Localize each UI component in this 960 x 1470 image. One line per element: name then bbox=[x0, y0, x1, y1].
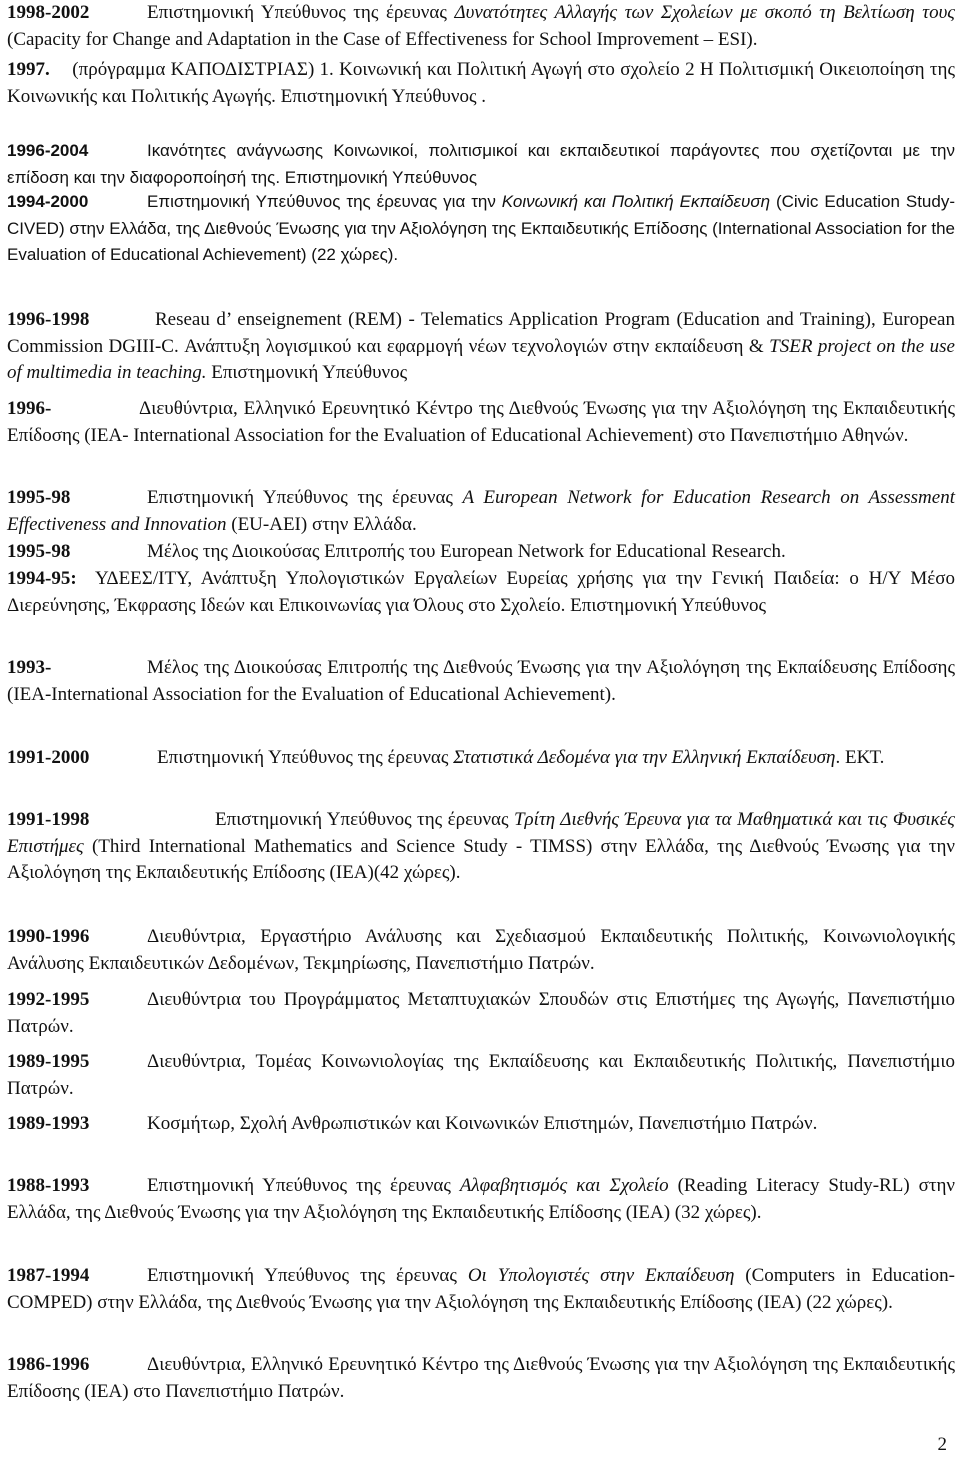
entry-text-tail: (Reading Literacy Study-RL) στην Ελλάδα, της Διεθνούς Ένωσης για την Αξιολόγηση της Εκπαιδευτικής Επίδοσης (IEA) (32 χώρες). bbox=[7, 1175, 955, 1223]
entry-text: Διευθύντρια, Ελληνικό Ερευνητικό Κέντρο της Διεθνούς Ένωσης για την Αξιολόγηση της Εκπαιδευτικής Επίδοσης (IEA- International Association for the Evaluation of Educational Achievement) στο Πανεπιστήμιο Αθηνών. bbox=[7, 398, 955, 446]
entry-project-title: Αλφαβητισμός και Σχολείο bbox=[459, 1175, 669, 1196]
entry-text: Επιστημονική Υπεύθυνος της έρευνας bbox=[215, 809, 514, 830]
entry-text: Επιστημονική Υπεύθυνος της έρευνας bbox=[157, 747, 454, 768]
entry-text: Διευθύντρια, Ελληνικό Ερευνητικό Κέντρο της Διεθνούς Ένωσης για την Αξιολόγηση της Εκπαιδευτικής Επίδοσης (IEA) στο Πανεπιστήμιο Πατρών. bbox=[7, 1354, 955, 1402]
entry-year: 1987-1994 bbox=[7, 1265, 90, 1286]
entry-text-tail: Επιστημονική Υπεύθυνος bbox=[206, 362, 408, 384]
entry-project-title: Δυνατότητες Αλλαγής των Σχολείων με σκοπό τη Βελτίωση τους bbox=[454, 2, 955, 23]
cv-entry-1993 bbox=[7, 655, 955, 708]
entry-project-title: Τρίτη Διεθνής Έρευνα για τα Μαθηματικά και τις Φυσικές Επιστήμες bbox=[7, 809, 955, 857]
entry-text: Επιστημονική Υπεύθυνος της έρευνας bbox=[147, 1175, 460, 1196]
cv-entry-1990-1996 bbox=[7, 924, 955, 977]
entry-year: 1990-1996 bbox=[7, 926, 90, 947]
entry-project-title: Κοινωνική και Πολιτική Εκπαίδευση bbox=[501, 192, 771, 211]
entry-text: ΥΔΕΕΣ/ΙΤΥ, Ανάπτυξη Υπολογιστικών Εργαλείων Ευρείας χρήσης για την Γενική Παιδεία: ο Η/Υ Μέσο Διερεύνησης, Έκφρασης Ιδεών και Επικοινωνίας για Όλους στο Σχολείο. Επιστημονική Υπεύθυνος bbox=[7, 568, 955, 616]
entry-text: Μέλος της Διοικούσας Επιτροπής της Διεθνούς Ένωσης για την Αξιολόγηση της Εκπαίδευσης Επίδοσης (IEA-International Association for the Evaluation of Educational Achievement). bbox=[7, 657, 955, 705]
entry-year: 1989-1993 bbox=[7, 1113, 90, 1134]
entry-year: 1992-1995 bbox=[7, 989, 90, 1010]
cv-entry-1991-1998 bbox=[7, 807, 955, 887]
entry-text: Μέλος της Διοικούσας Επιτροπής του European Network for Educational Research. bbox=[147, 541, 786, 562]
cv-page bbox=[7, 0, 955, 1470]
cv-entry-1995-98-member bbox=[7, 539, 955, 566]
cv-entry-1997 bbox=[7, 57, 955, 110]
entry-project-title: Στατιστικά Δεδομένα για την Ελληνική Εκπαίδευση bbox=[453, 747, 836, 768]
entry-year: 1998-2002 bbox=[7, 2, 90, 23]
entry-text: Επιστημονική Υπεύθυνος της έρευνας για την bbox=[147, 192, 502, 211]
entry-year: 1996-2004 bbox=[7, 141, 89, 160]
entry-year: 1995-98 bbox=[7, 487, 71, 508]
cv-entry-1996-1998 bbox=[7, 307, 955, 387]
entry-year: 1994-95: bbox=[7, 568, 77, 589]
cv-entry-1996-2004 bbox=[7, 138, 955, 191]
entry-text: (πρόγραμμα ΚΑΠΟΔΙΣΤΡΙΑΣ) 1. Κοινωνική και Πολιτική Αγωγή στο σχολείο 2 Η Πολιτισμική Οικειοποίηση της Κοινωνικής και Πολιτικής Αγωγής. Επιστημονική Υπεύθυνος . bbox=[7, 59, 955, 107]
entry-project-title: Οι Υπολογιστές στην Εκπαίδευση bbox=[467, 1265, 735, 1286]
entry-year: 1996- bbox=[7, 398, 52, 419]
entry-project-title: TSER project on the use of multimedia in teaching. bbox=[7, 335, 955, 384]
cv-entry-1994-2000 bbox=[7, 189, 955, 269]
cv-entry-1987-1994 bbox=[7, 1263, 955, 1316]
entry-text: Reseau d’ enseignement (REM) - Telematics Application Program (Education and Training), European Commission DGIII-C. Ανάπτυξη λογισμικού και εφαρμογή νέων τεχνολογιών στην εκπαίδευση & bbox=[7, 309, 955, 357]
page-number: 2 bbox=[937, 1434, 947, 1455]
cv-entry-1994-95 bbox=[7, 566, 955, 619]
cv-entry-1989-1995 bbox=[7, 1049, 955, 1102]
entry-project-title: A European Network for Education Research on Assessment Effectiveness and Innovation bbox=[7, 487, 955, 535]
entry-text: Επιστημονική Υπεύθυνος της έρευνας bbox=[147, 487, 463, 508]
entry-text-tail: . ΕΚΤ. bbox=[835, 747, 885, 768]
entry-year: 1991-2000 bbox=[7, 747, 90, 768]
cv-entry-1998-2002 bbox=[7, 0, 955, 53]
entry-year: 1986-1996 bbox=[7, 1354, 90, 1375]
entry-year: 1996-1998 bbox=[7, 309, 90, 330]
entry-year: 1997. bbox=[7, 59, 50, 80]
entry-text-tail: (Civic Education Study-CIVED) στην Ελλάδα, της Διεθνούς Ένωσης για την Αξιολόγηση της Εκπαιδευτικής Επίδοσης (International Association for the Evaluation of Educational Achievement) (22 χώρες). bbox=[7, 192, 956, 265]
entry-text-tail: (Capacity for Change and Adaptation in the Case of Effectiveness for School Improvement – ESI). bbox=[7, 28, 758, 50]
cv-entry-1989-1993 bbox=[7, 1111, 955, 1138]
cv-entry-1996 bbox=[7, 396, 955, 449]
entry-year: 1988-1993 bbox=[7, 1175, 90, 1196]
entry-text-tail: (Computers in Education-COMPED) στην Ελλάδα, της Διεθνούς Ένωσης για την Αξιολόγηση της Εκπαιδευτικής Επίδοσης (IEA) (22 χώρες). bbox=[7, 1265, 955, 1313]
entry-text: Διευθύντρια του Προγράμματος Μεταπτυχιακών Σπουδών στις Επιστήμες της Αγωγής, Πανεπιστήμιο Πατρών. bbox=[7, 989, 955, 1037]
entry-year: 1991-1998 bbox=[7, 809, 90, 830]
entry-text: Διευθύντρια, Τομέας Κοινωνιολογίας της Εκπαίδευσης και Εκπαιδευτικής Πολιτικής, Πανεπιστήμιο Πατρών. bbox=[7, 1051, 955, 1099]
entry-text-tail: (Third International Mathematics and Science Study - TIMSS) στην Ελλάδα, της Διεθνούς Ένωσης για την Αξιολόγηση της Εκπαιδευτικής Επίδοσης (IEA)(42 χώρες). bbox=[7, 835, 955, 884]
cv-entry-1992-1995 bbox=[7, 987, 955, 1040]
cv-entry-1988-1993 bbox=[7, 1173, 955, 1226]
entry-text: Επιστημονική Υπεύθυνος της έρευνας bbox=[147, 2, 455, 23]
entry-year: 1994-2000 bbox=[7, 192, 89, 211]
cv-entry-1991-2000 bbox=[7, 745, 955, 772]
entry-year: 1995-98 bbox=[7, 541, 71, 562]
entry-text-tail: (EU-AEI) στην Ελλάδα. bbox=[226, 513, 417, 535]
cv-entry-1986-1996 bbox=[7, 1352, 955, 1405]
entry-text: Διευθύντρια, Εργαστήριο Ανάλυσης και Σχεδιασμού Εκπαιδευτικής Πολιτικής, Κοινωνιολογικής Ανάλυσης Εκπαιδευτικών Δεδομένων, Τεκμηρίωσης, Πανεπιστήμιο Πατρών. bbox=[7, 926, 955, 974]
cv-entry-1995-98-aei bbox=[7, 485, 955, 538]
entry-year: 1993- bbox=[7, 657, 52, 678]
entry-text: Επιστημονική Υπεύθυνος της έρευνας bbox=[147, 1265, 468, 1286]
entry-year: 1989-1995 bbox=[7, 1051, 90, 1072]
entry-text: Ικανότητες ανάγνωσης Κοινωνικοί, πολιτισμικοί και εκπαιδευτικοί παράγοντες που σχετίζονται με την επίδοση και την διαφοροποίησή της. Επιστημονική Υπεύθυνος bbox=[7, 141, 955, 187]
entry-text: Κοσμήτωρ, Σχολή Ανθρωπιστικών και Κοινωνικών Επιστημών, Πανεπιστήμιο Πατρών. bbox=[147, 1113, 818, 1134]
